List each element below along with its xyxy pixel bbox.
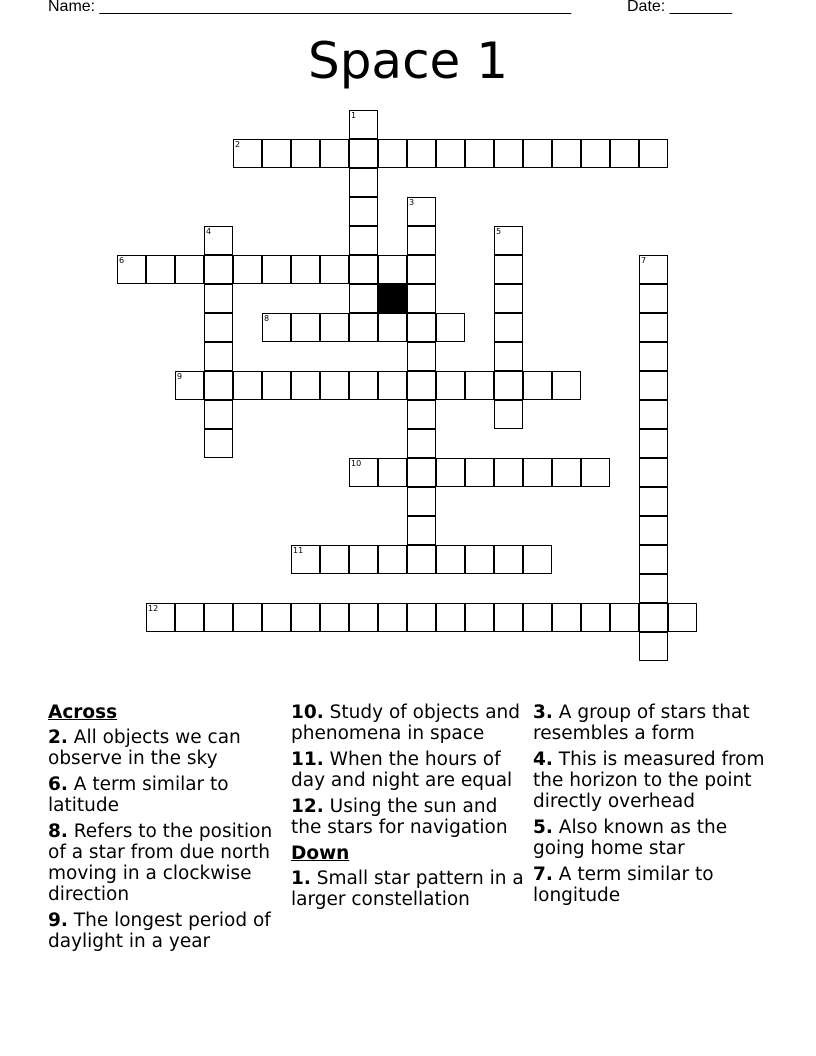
grid-cell[interactable] bbox=[349, 313, 378, 342]
grid-cell[interactable] bbox=[262, 371, 291, 400]
grid-cell[interactable] bbox=[291, 313, 320, 342]
grid-cell[interactable] bbox=[407, 284, 436, 313]
clue-item bbox=[533, 864, 773, 906]
clue-item-text: Small star pattern in a larger constellation bbox=[291, 868, 524, 910]
clue-item-number: 4. bbox=[533, 749, 553, 770]
clue-number: 12 bbox=[148, 604, 159, 613]
clue-number: 5 bbox=[496, 227, 502, 236]
down-clue-list-1 bbox=[291, 868, 526, 910]
clue-item-text: A term similar to longitude bbox=[533, 864, 714, 906]
grid-cell[interactable] bbox=[407, 313, 436, 342]
grid-cell[interactable] bbox=[552, 139, 581, 168]
grid-cell[interactable] bbox=[146, 603, 175, 632]
clue-item-text: This is measured from the horizon to the point directly overhead bbox=[533, 749, 765, 812]
grid-cell[interactable] bbox=[552, 371, 581, 400]
black-cell bbox=[378, 284, 407, 313]
grid-cell[interactable] bbox=[378, 255, 407, 284]
grid-cell[interactable] bbox=[436, 458, 465, 487]
clue-item-number: 7. bbox=[533, 864, 553, 885]
grid-cell[interactable] bbox=[639, 603, 668, 632]
grid-cell[interactable] bbox=[552, 603, 581, 632]
grid-cell[interactable] bbox=[204, 255, 233, 284]
clue-item bbox=[291, 702, 526, 744]
across-heading: Across bbox=[48, 702, 118, 723]
grid-cell[interactable] bbox=[407, 429, 436, 458]
clue-number: 2 bbox=[235, 140, 241, 149]
grid-cell[interactable] bbox=[175, 603, 204, 632]
across-clue-list-1 bbox=[48, 727, 278, 952]
clue-number: 11 bbox=[293, 546, 304, 555]
clue-item bbox=[48, 727, 278, 769]
grid-cell[interactable] bbox=[349, 255, 378, 284]
clue-item-text: When the hours of day and night are equal bbox=[291, 749, 513, 791]
grid-cell[interactable] bbox=[320, 255, 349, 284]
grid-cell[interactable] bbox=[378, 371, 407, 400]
clue-item-number: 2. bbox=[48, 727, 68, 748]
grid-cell[interactable] bbox=[523, 139, 552, 168]
grid-cell[interactable] bbox=[407, 400, 436, 429]
grid-cell[interactable] bbox=[204, 429, 233, 458]
clue-item-number: 6. bbox=[48, 774, 68, 795]
clue-item bbox=[291, 796, 526, 838]
grid-cell[interactable] bbox=[407, 603, 436, 632]
grid-cell[interactable] bbox=[465, 545, 494, 574]
name-field-label: Name: _____________________________________________________ bbox=[48, 0, 572, 15]
grid-cell[interactable] bbox=[204, 603, 233, 632]
down-heading: Down bbox=[291, 843, 350, 864]
down-clue-list-2 bbox=[533, 702, 773, 906]
grid-cell[interactable] bbox=[291, 371, 320, 400]
clue-item-number: 8. bbox=[48, 821, 68, 842]
clue-number: 6 bbox=[119, 256, 125, 265]
grid-cell[interactable] bbox=[233, 139, 262, 168]
clue-item bbox=[533, 749, 773, 812]
grid-cell[interactable] bbox=[436, 371, 465, 400]
grid-cell[interactable] bbox=[639, 545, 668, 574]
grid-cell[interactable] bbox=[436, 139, 465, 168]
grid-cell[interactable] bbox=[610, 603, 639, 632]
grid-cell[interactable] bbox=[494, 226, 523, 255]
clue-item bbox=[48, 821, 278, 905]
clue-item-number: 9. bbox=[48, 910, 68, 931]
grid-cell[interactable] bbox=[523, 371, 552, 400]
grid-cell[interactable] bbox=[320, 603, 349, 632]
grid-cell[interactable] bbox=[639, 429, 668, 458]
grid-cell[interactable] bbox=[639, 371, 668, 400]
clue-item bbox=[48, 910, 278, 952]
clue-item bbox=[48, 774, 278, 816]
grid-cell[interactable] bbox=[349, 284, 378, 313]
clues-column-2 bbox=[291, 702, 526, 915]
grid-cell[interactable] bbox=[204, 313, 233, 342]
grid-cell[interactable] bbox=[465, 139, 494, 168]
date-field-label: Date: _______ bbox=[627, 0, 732, 15]
grid-cell[interactable] bbox=[581, 458, 610, 487]
clue-number: 4 bbox=[206, 227, 212, 236]
grid-cell[interactable] bbox=[291, 603, 320, 632]
grid-cell[interactable] bbox=[494, 545, 523, 574]
grid-cell[interactable] bbox=[291, 139, 320, 168]
grid-cell[interactable] bbox=[320, 371, 349, 400]
grid-cell[interactable] bbox=[233, 603, 262, 632]
grid-cell[interactable] bbox=[204, 342, 233, 371]
page-title: Space 1 bbox=[307, 32, 509, 90]
grid-cell[interactable] bbox=[320, 139, 349, 168]
clue-item-number: 12. bbox=[291, 796, 324, 817]
clue-item bbox=[533, 702, 773, 744]
grid-cell[interactable] bbox=[436, 603, 465, 632]
grid-cell[interactable] bbox=[494, 400, 523, 429]
grid-cell[interactable] bbox=[494, 313, 523, 342]
grid-cell[interactable] bbox=[639, 139, 668, 168]
across-clue-list-2 bbox=[291, 702, 526, 838]
grid-cell[interactable] bbox=[378, 545, 407, 574]
grid-cell[interactable] bbox=[523, 458, 552, 487]
grid-cell[interactable] bbox=[494, 458, 523, 487]
grid-cell[interactable] bbox=[407, 545, 436, 574]
grid-cell[interactable] bbox=[639, 487, 668, 516]
grid-cell[interactable] bbox=[407, 197, 436, 226]
grid-cell[interactable] bbox=[668, 603, 697, 632]
clue-item bbox=[291, 749, 526, 791]
grid-cell[interactable] bbox=[639, 632, 668, 661]
grid-cell[interactable] bbox=[349, 226, 378, 255]
grid-cell[interactable] bbox=[494, 342, 523, 371]
grid-cell[interactable] bbox=[262, 139, 291, 168]
grid-cell[interactable] bbox=[233, 371, 262, 400]
clue-item-text: All objects we can observe in the sky bbox=[48, 727, 241, 769]
grid-cell[interactable] bbox=[465, 603, 494, 632]
grid-cell[interactable] bbox=[204, 226, 233, 255]
grid-cell[interactable] bbox=[407, 139, 436, 168]
grid-cell[interactable] bbox=[407, 516, 436, 545]
grid-cell[interactable] bbox=[378, 139, 407, 168]
grid-cell[interactable] bbox=[639, 458, 668, 487]
grid-cell[interactable] bbox=[349, 110, 378, 139]
grid-cell[interactable] bbox=[494, 139, 523, 168]
grid-cell[interactable] bbox=[639, 574, 668, 603]
clue-item bbox=[533, 817, 773, 859]
clue-item-text: A term similar to latitude bbox=[48, 774, 229, 816]
grid-cell[interactable] bbox=[523, 545, 552, 574]
clue-number: 3 bbox=[409, 198, 415, 207]
clue-item bbox=[291, 868, 526, 910]
grid-cell[interactable] bbox=[291, 545, 320, 574]
grid-cell[interactable] bbox=[407, 371, 436, 400]
grid-cell[interactable] bbox=[494, 284, 523, 313]
clue-number: 10 bbox=[351, 459, 362, 468]
grid-cell[interactable] bbox=[117, 255, 146, 284]
grid-cell[interactable] bbox=[349, 139, 378, 168]
clue-item-text: The longest period of daylight in a year bbox=[48, 910, 271, 952]
clues-column-3 bbox=[533, 702, 773, 911]
grid-cell[interactable] bbox=[436, 545, 465, 574]
grid-cell[interactable] bbox=[639, 255, 668, 284]
grid-cell[interactable] bbox=[233, 255, 262, 284]
grid-cell[interactable] bbox=[407, 487, 436, 516]
grid-cell[interactable] bbox=[436, 313, 465, 342]
grid-cell[interactable] bbox=[378, 458, 407, 487]
grid-cell[interactable] bbox=[494, 603, 523, 632]
grid-cell[interactable] bbox=[378, 603, 407, 632]
clue-item-number: 5. bbox=[533, 817, 553, 838]
grid-cell[interactable] bbox=[581, 139, 610, 168]
clues-column-1 bbox=[48, 702, 278, 957]
grid-cell[interactable] bbox=[320, 313, 349, 342]
clue-item-text: Also known as the going home star bbox=[533, 817, 728, 859]
grid-cell[interactable] bbox=[639, 400, 668, 429]
clue-item-text: Using the sun and the stars for navigation bbox=[291, 796, 508, 838]
clue-item-text: Refers to the position of a star from due north moving in a clockwise direction bbox=[48, 821, 273, 905]
grid-cell[interactable] bbox=[175, 255, 204, 284]
clue-item-number: 10. bbox=[291, 702, 324, 723]
grid-cell[interactable] bbox=[494, 255, 523, 284]
grid-cell[interactable] bbox=[146, 255, 175, 284]
grid-cell[interactable] bbox=[552, 458, 581, 487]
grid-cell[interactable] bbox=[349, 458, 378, 487]
clue-number: 9 bbox=[177, 372, 183, 381]
grid-cell[interactable] bbox=[639, 516, 668, 545]
grid-cell[interactable] bbox=[175, 371, 204, 400]
grid-cell[interactable] bbox=[639, 342, 668, 371]
clue-number: 1 bbox=[351, 111, 357, 120]
clue-item-number: 1. bbox=[291, 868, 311, 889]
grid-cell[interactable] bbox=[262, 603, 291, 632]
grid-cell[interactable] bbox=[349, 603, 378, 632]
clue-item-text: Study of objects and phenomena in space bbox=[291, 702, 521, 744]
grid-cell[interactable] bbox=[204, 400, 233, 429]
clue-item-number: 11. bbox=[291, 749, 324, 770]
grid-cell[interactable] bbox=[407, 226, 436, 255]
grid-cell[interactable] bbox=[407, 342, 436, 371]
clue-number: 8 bbox=[264, 314, 270, 323]
grid-cell[interactable] bbox=[349, 168, 378, 197]
clue-number: 7 bbox=[641, 256, 647, 265]
grid-cell[interactable] bbox=[581, 603, 610, 632]
grid-cell[interactable] bbox=[262, 255, 291, 284]
grid-cell[interactable] bbox=[204, 284, 233, 313]
grid-cell[interactable] bbox=[465, 371, 494, 400]
grid-cell[interactable] bbox=[204, 371, 233, 400]
grid-cell[interactable] bbox=[291, 255, 320, 284]
grid-cell[interactable] bbox=[523, 603, 552, 632]
grid-cell[interactable] bbox=[262, 313, 291, 342]
grid-cell[interactable] bbox=[494, 371, 523, 400]
grid-cell[interactable] bbox=[349, 371, 378, 400]
grid-cell[interactable] bbox=[407, 255, 436, 284]
grid-cell[interactable] bbox=[465, 458, 494, 487]
grid-cell[interactable] bbox=[378, 313, 407, 342]
grid-cell[interactable] bbox=[639, 313, 668, 342]
grid-cell[interactable] bbox=[407, 458, 436, 487]
clue-item-number: 3. bbox=[533, 702, 553, 723]
grid-cell[interactable] bbox=[639, 284, 668, 313]
grid-cell[interactable] bbox=[320, 545, 349, 574]
grid-cell[interactable] bbox=[349, 545, 378, 574]
grid-cell[interactable] bbox=[610, 139, 639, 168]
grid-cell[interactable] bbox=[349, 197, 378, 226]
clue-item-text: A group of stars that resembles a form bbox=[533, 702, 750, 744]
